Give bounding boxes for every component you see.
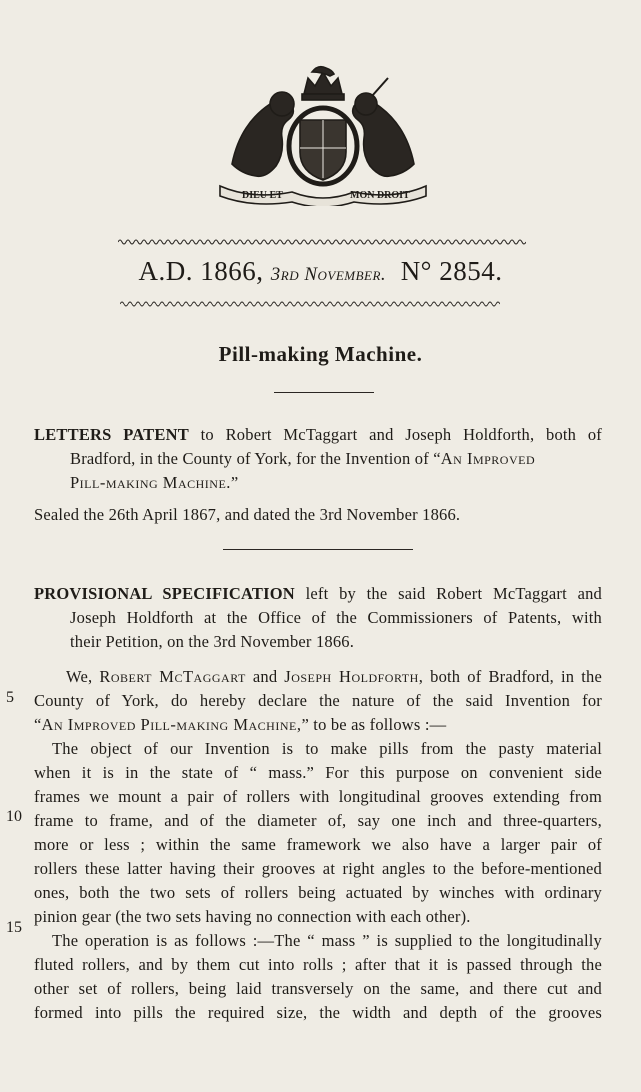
motto-left: DIEU ET xyxy=(242,190,283,201)
wavy-rule-top xyxy=(118,238,526,246)
document-title: Pill-making Machine. xyxy=(218,342,423,366)
body-line: The object of our Invention is to make pills from the pasty material xyxy=(52,739,602,758)
letters-line-2: Bradford, in the County of York, for the Invention of “An Improved xyxy=(70,449,536,468)
body-line: more or less ; within the same framework we also have a larger pair of xyxy=(34,835,602,854)
patent-header xyxy=(0,256,641,287)
body-line: frames we mount a pair of rollers with longitudinal grooves extending from xyxy=(34,787,602,806)
patent-date: 3rd November. xyxy=(270,264,387,285)
line-number: 10 xyxy=(6,808,22,825)
line-number: 15 xyxy=(6,919,22,936)
patent-number: 2854. xyxy=(439,256,503,286)
patent-year: 1866, xyxy=(200,256,264,286)
body-line: rollers these latter having their grooves at right angles to the before-mentioned xyxy=(34,859,602,878)
provisional-line-2: Joseph Holdforth at the Office of the Commissioners of Patents, with xyxy=(70,608,602,627)
motto-right: MON DROIT xyxy=(350,190,410,201)
body-line: when it is in the state of “ mass.” For this purpose on convenient side xyxy=(34,763,602,782)
body-line: The operation is as follows :—The “ mass ” is supplied to the longitudinally xyxy=(52,931,602,950)
provisional-line-3: their Petition, on the 3rd November 1866. xyxy=(70,632,355,651)
specification-body xyxy=(34,665,602,1025)
body-line: fluted rollers, and by them cut into rolls ; after that it is passed through the xyxy=(34,955,602,974)
letters-patent-paragraph xyxy=(34,423,602,495)
body-line: We, Robert McTaggart and Joseph Holdforth, both of Bradford, in the xyxy=(66,667,602,686)
royal-coat-of-arms-icon xyxy=(212,64,434,206)
number-label: N° xyxy=(400,256,432,286)
wavy-rule-bottom xyxy=(120,300,500,308)
body-line: pinion gear (the two sets having no connection with each other). xyxy=(34,907,471,926)
ad-label: A.D. xyxy=(138,256,193,286)
section-rule xyxy=(223,549,413,550)
provisional-paragraph xyxy=(34,582,602,654)
body-line: ones, both the two sets of rollers being actuated by winches with ordinary xyxy=(34,883,602,902)
body-line: County of York, do hereby declare the nature of the said Invention for xyxy=(34,691,602,710)
body-line: other set of rollers, being laid transversely on the same, and there cut and xyxy=(34,979,602,998)
title-rule xyxy=(274,392,374,393)
provisional-line-1: PROVISIONAL SPECIFICATION left by the said Robert McTaggart and xyxy=(34,584,602,603)
line-number: 5 xyxy=(6,689,14,706)
body-line: “An Improved Pill-making Machine,” to be as follows :— xyxy=(34,715,447,734)
letters-line-3: Pill-making Machine.” xyxy=(70,473,239,492)
sealed-line: Sealed the 26th April 1867, and dated the 3rd November 1866. xyxy=(34,505,461,524)
letters-line-1: LETTERS PATENT to Robert McTaggart and Joseph Holdforth, both of xyxy=(34,425,602,444)
body-line: formed into pills the required size, the width and depth of the grooves xyxy=(34,1003,602,1022)
body-line: frame to frame, and of the diameter of, say one inch and three-quarters, xyxy=(34,811,602,830)
